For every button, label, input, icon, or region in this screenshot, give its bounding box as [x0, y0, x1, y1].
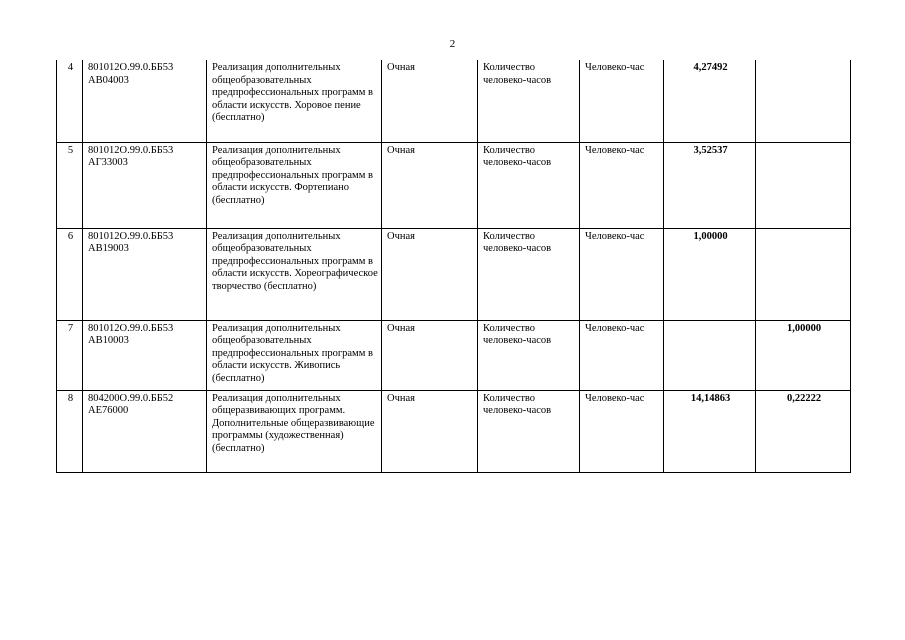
indicator-cell: Количество человеко-часов: [478, 60, 580, 142]
table-row: [57, 142, 851, 228]
row-number-cell: 4: [57, 60, 83, 142]
registry-code-line: АЕ76000: [88, 405, 129, 417]
service-name-cell: Реализация дополнительных общеобразовательных предпрофессиональных программ в области искусств. Хоровое пение (бесплатно): [207, 60, 382, 142]
table-row: [57, 390, 851, 472]
registry-code-line: 804200О.99.0.ББ52: [88, 392, 174, 404]
value-2-cell: 1,00000: [756, 320, 851, 390]
indicator-cell: Количество человеко-часов: [478, 390, 580, 472]
indicator-cell: Количество человеко-часов: [478, 320, 580, 390]
unit-cell: Человеко-час: [580, 228, 664, 320]
registry-code-cell: [83, 228, 207, 320]
registry-code-cell: [83, 320, 207, 390]
table-row: [57, 228, 851, 320]
registry-code-cell: [83, 142, 207, 228]
education-form-cell: Очная: [382, 390, 478, 472]
unit-cell: Человеко-час: [580, 60, 664, 142]
registry-code-line: АВ19003: [88, 243, 129, 255]
unit-cell: Человеко-час: [580, 142, 664, 228]
education-form-cell: Очная: [382, 60, 478, 142]
indicator-cell: Количество человеко-часов: [478, 142, 580, 228]
service-name-cell: Реализация дополнительных общеобразовательных предпрофессиональных программ в области искусств. Фортепиано (бесплатно): [207, 142, 382, 228]
value-1-cell: 1,00000: [664, 228, 756, 320]
registry-code-line: АГ33003: [88, 157, 128, 169]
value-2-cell: [756, 60, 851, 142]
registry-code-cell: [83, 60, 207, 142]
indicator-cell: Количество человеко-часов: [478, 228, 580, 320]
unit-cell: Человеко-час: [580, 320, 664, 390]
value-1-cell: 14,14863: [664, 390, 756, 472]
table-row: [57, 320, 851, 390]
registry-code-line: 801012О.99.0.ББ53: [88, 322, 174, 334]
page-number: 2: [449, 38, 456, 50]
services-table: [56, 60, 851, 473]
education-form-cell: Очная: [382, 142, 478, 228]
value-1-cell: 4,27492: [664, 60, 756, 142]
registry-code-cell: [83, 390, 207, 472]
service-name-cell: Реализация дополнительных общеобразовательных предпрофессиональных программ в области искусств. Хореографическое творчество (бесплатно): [207, 228, 382, 320]
service-name-cell: Реализация дополнительных общеобразовательных предпрофессиональных программ в области искусств. Живопись (бесплатно): [207, 320, 382, 390]
registry-code-line: АВ04003: [88, 74, 129, 86]
row-number-cell: 5: [57, 142, 83, 228]
row-number-cell: 6: [57, 228, 83, 320]
education-form-cell: Очная: [382, 320, 478, 390]
value-2-cell: [756, 228, 851, 320]
service-name-cell: Реализация дополнительных общеразвивающих программ. Дополнительные общеразвивающие программы (художественная) (бесплатно): [207, 390, 382, 472]
registry-code-line: 801012О.99.0.ББ53: [88, 62, 174, 73]
table-row: [57, 60, 851, 142]
value-2-cell: [756, 142, 851, 228]
row-number-cell: 8: [57, 390, 83, 472]
registry-code-line: АВ10003: [88, 335, 129, 347]
registry-code-line: 801012О.99.0.ББ53: [88, 144, 174, 156]
education-form-cell: Очная: [382, 228, 478, 320]
registry-code-line: 801012О.99.0.ББ53: [88, 230, 174, 242]
value-1-cell: [664, 320, 756, 390]
row-number-cell: 7: [57, 320, 83, 390]
value-2-cell: 0,22222: [756, 390, 851, 472]
value-1-cell: 3,52537: [664, 142, 756, 228]
unit-cell: Человеко-час: [580, 390, 664, 472]
